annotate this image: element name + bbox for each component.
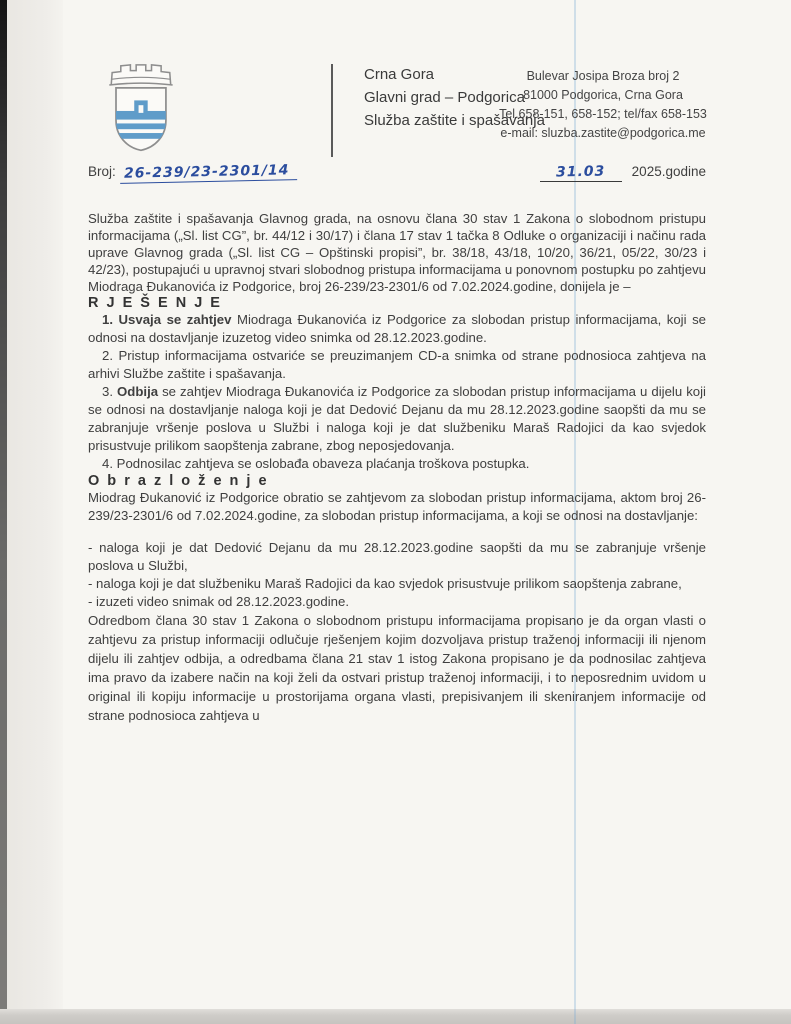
decision-item-1 [88,311,706,347]
date-underline [540,164,622,182]
item-1-text: Miodraga Đukanovića iz Podgorice za slobodan pristup informacijama, koji se odnosi na dostavljanje izuzetog video snimka od 28.12.2023.godine. [88,312,706,345]
decision-item-4 [88,455,706,473]
item-4-number: 4. [102,456,117,471]
scan-left-shadow-band [7,0,63,1024]
intro-paragraph: Služba zaštite i spašavanja Glavnog grada, na osnovu člana 30 stav 1 Zakona o slobodnom pristupu informacijama („Sl. list CG”, br. 44/12 i 30/17) i člana 17 stav 1 tačka 8 Odluke o organizaciji i načinu rada uprave Glavnog grada („Sl. list CG – Opštinski propisi”, br. 38/18, 43/18, 10/20, 36/21, 05/22, 30/23 i 42/23), postupajući u upravnoj stvari slobodnog pristupa informacijama u ponovnom postupku po zahtjevu Miodraga Đukanovića iz Podgorice, broj 26-239/23-2301/6 od 7.02.2024.godine, donijela je – [88,211,706,294]
decision-item-2 [88,347,706,383]
contact-phone-line: Tel.658-151, 658-152; tel/fax 658-153 [499,107,707,121]
decision-title: R J E Š E N J E [88,295,222,311]
request-list-item: - izuzeti video snimak od 28.12.2023.godine. [88,594,349,609]
case-number-group [88,164,297,182]
contact-email-line: e-mail: sluzba.zastite@podgorica.me [500,126,706,140]
legal-basis-paragraph: Odredbom člana 30 stav 1 Zakona o slobodnom pristupu informacijama propisano je da organ vlasti o zahtjevu za pristup informaciji odlučuje rješenjem kojim dozvoljava pristup traženoj informaciji ili njenom dijelu ili zahtjev odbija, a odredbama člana 21 stav 1 istog Zakona propisano je da podnosilac zahtjeva ima pravo da izabere način na koji želi da ostvari pristup traženoj informaciji, i to neposrednim uvidom u original ili kopiju informacije u prostorijama organa vlasti, prepisivanjem ili skeniranjem informacije od strane podnosioca zahtjeva u [88,613,706,723]
org-country-line: Crna Gora [364,66,435,83]
contact-address-line: Bulevar Josipa Broza broj 2 [526,69,680,83]
item-3-text: se zahtjev Miodraga Đukanovića iz Podgorice za slobodan pristup informacijama u dijelu koji se odnosi na dostavljanje naloga koji je dat Dedović Dejanu da mu 28.12.2023.godine saopšti da mu se zabranjuje vršenje poslova u Službi i naloga koji je dat službeniku Maraš Radojici da kao svjedok prisustvuje prilikom saopštenja zabrane, zbog neposjedovanja. [88,384,706,453]
handwritten-date: 31.03 [555,163,606,181]
item-2-text: Pristup informacijama ostvariće se preuzimanjem CD-a snimka od strane podnosioca zahtjeva na arhivi Službe zaštite i spašavanja. [88,348,706,381]
explanation-heading: O b r a z l o ž e n j e [88,473,269,489]
letterhead-divider [331,64,333,157]
scan-left-edge [0,0,7,1024]
org-city-line: Glavni grad – Podgorica [364,89,525,106]
request-list-item: - naloga koji je dat službeniku Maraš Radojici da kao svjedok prisustvuje prilikom saopštenja zabrane, [88,576,682,591]
handwritten-case-number: 26-239/23-2301/14 [120,162,298,184]
org-service-line: Služba zaštite i spašavanja [364,112,545,129]
item-2-number: 2. [102,348,119,363]
case-number-label: Broj: [88,164,116,179]
date-year-label: 2025.godine [631,164,706,179]
contact-block [470,67,736,143]
decision-item-3 [88,383,706,455]
explanation-paragraph: Miodrag Đukanović iz Podgorice obratio se zahtjevom za slobodan pristup informacijama, aktom broj 26-239/23-2301/6 od 7.02.2024.godine, za slobodan pristup informacijama, a koji se odnosi na dostavljanje: [88,490,706,523]
item-3-bold: Odbija [117,384,159,399]
request-list-item: - naloga koji je dat Dedović Dejanu da mu 28.12.2023.godine saopšti da mu se zabranjuje vršenje poslova u Službi, [88,540,706,573]
reference-row [88,164,706,182]
item-3-number: 3. [102,384,118,399]
podgorica-coat-of-arms-icon [92,56,188,164]
request-list [88,539,706,611]
item-4-text: Podnosilac zahtjeva se oslobađa obaveza plaćanja troškova postupka. [116,456,530,471]
document-body [88,210,706,725]
date-group [540,164,706,182]
item-1-bold: 1. Usvaja se zahtjev [102,312,232,327]
contact-city-line: 81000 Podgorica, Crna Gora [523,88,683,102]
scan-bottom-edge [0,1009,791,1024]
